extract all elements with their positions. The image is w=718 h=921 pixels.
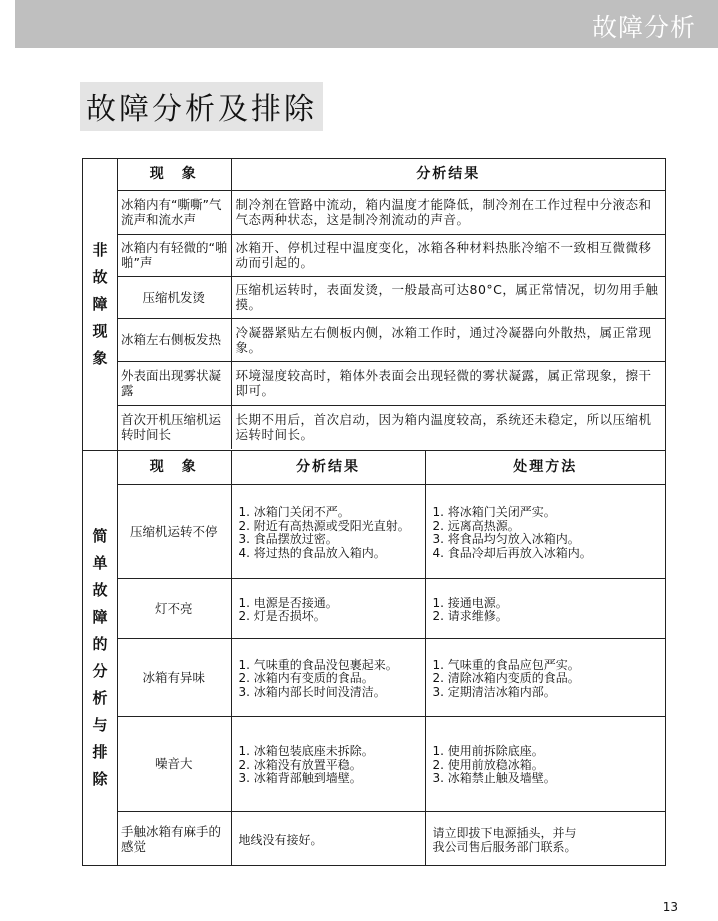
analysis-cell: 冰箱开、停机过程中温度变化，冰箱各种材料热胀冷缩不一致相互微微移动而引起的。 — [231, 234, 665, 276]
symptom-cell: 首次开机压缩机运转时间长 — [117, 405, 231, 449]
list-line: 3. 冰箱内部长时间没清洁。 — [238, 684, 386, 699]
symptom-cell: 噪音大 — [117, 716, 231, 811]
table-row — [117, 716, 665, 811]
side-label-char: 的 — [92, 635, 108, 653]
section-title: 故障分析 — [591, 13, 696, 42]
analysis-cell: 制冷剂在管路中流动，箱内温度才能降低，制冷剂在工作过程中分液态和气态两种状态，这是制冷剂流动的声音。 — [231, 190, 665, 234]
simple-fault-table — [117, 451, 665, 866]
list-line: 2. 清除冰箱内变质的食品。 — [432, 671, 580, 686]
list-line: 4. 将过热的食品放入箱内。 — [238, 545, 386, 560]
side-label-char: 简 — [92, 527, 108, 545]
symptom-cell: 灯不亮 — [117, 578, 231, 638]
list-line: 请立即拔下电源插头，并与 — [432, 826, 577, 841]
page-title: 故障分析及排除 — [80, 82, 323, 131]
list-line: 3. 食品摆放过密。 — [238, 532, 338, 546]
list-line: 2. 附近有高热源或受阳光直射。 — [238, 518, 410, 533]
header-bar — [15, 0, 718, 48]
list-line: 1. 冰箱门关闭不严。 — [238, 505, 350, 519]
side-label-char: 故 — [92, 268, 108, 286]
analysis-cell: 长期不用后，首次启动，因为箱内温度较高，系统还未稳定，所以压缩机运转时间长。 — [231, 405, 665, 449]
analysis-cell — [231, 811, 425, 866]
table-row — [117, 811, 665, 866]
symptom-header: 现 象 — [117, 451, 231, 484]
side-label-char: 象 — [92, 349, 108, 367]
list-line: 3. 冰箱禁止触及墙壁。 — [432, 771, 556, 786]
list-line: 1. 气味重的食品应包严实。 — [432, 657, 580, 672]
list-line: 1. 电源是否接通。 — [238, 595, 338, 610]
solution-cell — [425, 811, 665, 866]
analysis-cell: 环境湿度较高时，箱体外表面会出现轻微的雾状凝露，属正常现象，擦干即可。 — [231, 361, 665, 405]
side-label-char: 障 — [92, 295, 108, 313]
simple-fault-side-label — [83, 523, 117, 793]
non-fault-side-label — [83, 237, 117, 372]
side-label-char: 与 — [92, 716, 108, 734]
side-label-char: 除 — [92, 770, 108, 788]
non-fault-section — [82, 158, 666, 451]
list-line: 2. 使用前放稳冰箱。 — [432, 757, 544, 772]
solution-cell — [425, 484, 665, 578]
list-line: 2. 灯是否损坏。 — [238, 609, 326, 623]
list-line: 2. 远离高热源。 — [432, 518, 520, 533]
table-header-row — [117, 159, 665, 190]
symptom-cell: 冰箱内有轻微的“啪啪”声 — [117, 234, 231, 276]
list-line: 1. 将冰箱门关闭严实。 — [432, 505, 556, 519]
solution-cell — [425, 716, 665, 811]
table-row — [117, 318, 665, 361]
list-line: 3. 冰箱背部触到墙壁。 — [238, 771, 362, 786]
list-line: 3. 将食品均匀放入冰箱内。 — [432, 532, 580, 546]
side-label-char: 排 — [92, 743, 108, 761]
side-label-char: 非 — [92, 241, 108, 259]
table-row — [117, 405, 665, 449]
list-line: 1. 使用前拆除底座。 — [432, 744, 544, 759]
page-number: 13 — [662, 900, 678, 914]
analysis-cell — [231, 578, 425, 638]
analysis-cell: 压缩机运转时，表面发烫，一般最高可达80°C，属正常情况，切勿用手触摸。 — [231, 276, 665, 318]
symptom-cell: 冰箱有异味 — [117, 638, 231, 716]
side-label-char: 分 — [92, 662, 108, 680]
table-row — [117, 484, 665, 578]
analysis-header: 分析结果 — [231, 451, 425, 484]
side-label-char: 析 — [92, 689, 108, 707]
list-line: 3. 定期清洁冰箱内部。 — [432, 684, 556, 699]
table-row — [117, 276, 665, 318]
solution-cell — [425, 638, 665, 716]
list-line: 1. 气味重的食品没包裹起来。 — [238, 657, 398, 672]
symptom-cell: 冰箱左右侧板发热 — [117, 318, 231, 361]
analysis-cell — [231, 716, 425, 811]
list-line: 4. 食品冷却后再放入冰箱内。 — [432, 545, 592, 560]
symptom-cell: 压缩机发烫 — [117, 276, 231, 318]
analysis-cell — [231, 484, 425, 578]
side-label-char: 障 — [92, 608, 108, 626]
table-row — [117, 234, 665, 276]
list-line: 地线没有接好。 — [238, 833, 323, 847]
side-label-char: 现 — [92, 322, 108, 340]
table-row — [117, 361, 665, 405]
non-fault-side-label-cell — [83, 159, 118, 450]
simple-fault-section — [82, 451, 666, 866]
list-line: 2. 请求维修。 — [432, 609, 508, 623]
analysis-header: 分析结果 — [231, 159, 665, 190]
symptom-cell: 外表面出现雾状凝露 — [117, 361, 231, 405]
symptom-cell: 冰箱内有“嘶嘶”气流声和流水声 — [117, 190, 231, 234]
list-line: 2. 冰箱没有放置平稳。 — [238, 757, 362, 772]
analysis-cell — [231, 638, 425, 716]
list-line: 1. 接通电源。 — [432, 595, 508, 610]
analysis-cell: 冷凝器紧贴左右侧板内侧，冰箱工作时，通过冷凝器向外散热，属正常现象。 — [231, 318, 665, 361]
solution-header: 处理方法 — [425, 451, 665, 484]
symptom-cell: 手触冰箱有麻手的感觉 — [117, 811, 231, 866]
table-row — [117, 638, 665, 716]
non-fault-table — [117, 159, 665, 449]
list-line: 我公司售后服务部门联系。 — [432, 839, 577, 854]
symptom-cell: 压缩机运转不停 — [117, 484, 231, 578]
simple-fault-side-label-cell — [83, 451, 118, 865]
table-header-row — [117, 451, 665, 484]
list-line: 2. 冰箱内有变质的食品。 — [238, 671, 374, 686]
symptom-header: 现 象 — [117, 159, 231, 190]
table-row — [117, 578, 665, 638]
solution-cell — [425, 578, 665, 638]
list-line: 1. 冰箱包装底座未拆除。 — [238, 744, 374, 759]
side-label-char: 故 — [92, 581, 108, 599]
table-row — [117, 190, 665, 234]
side-label-char: 单 — [92, 554, 108, 572]
